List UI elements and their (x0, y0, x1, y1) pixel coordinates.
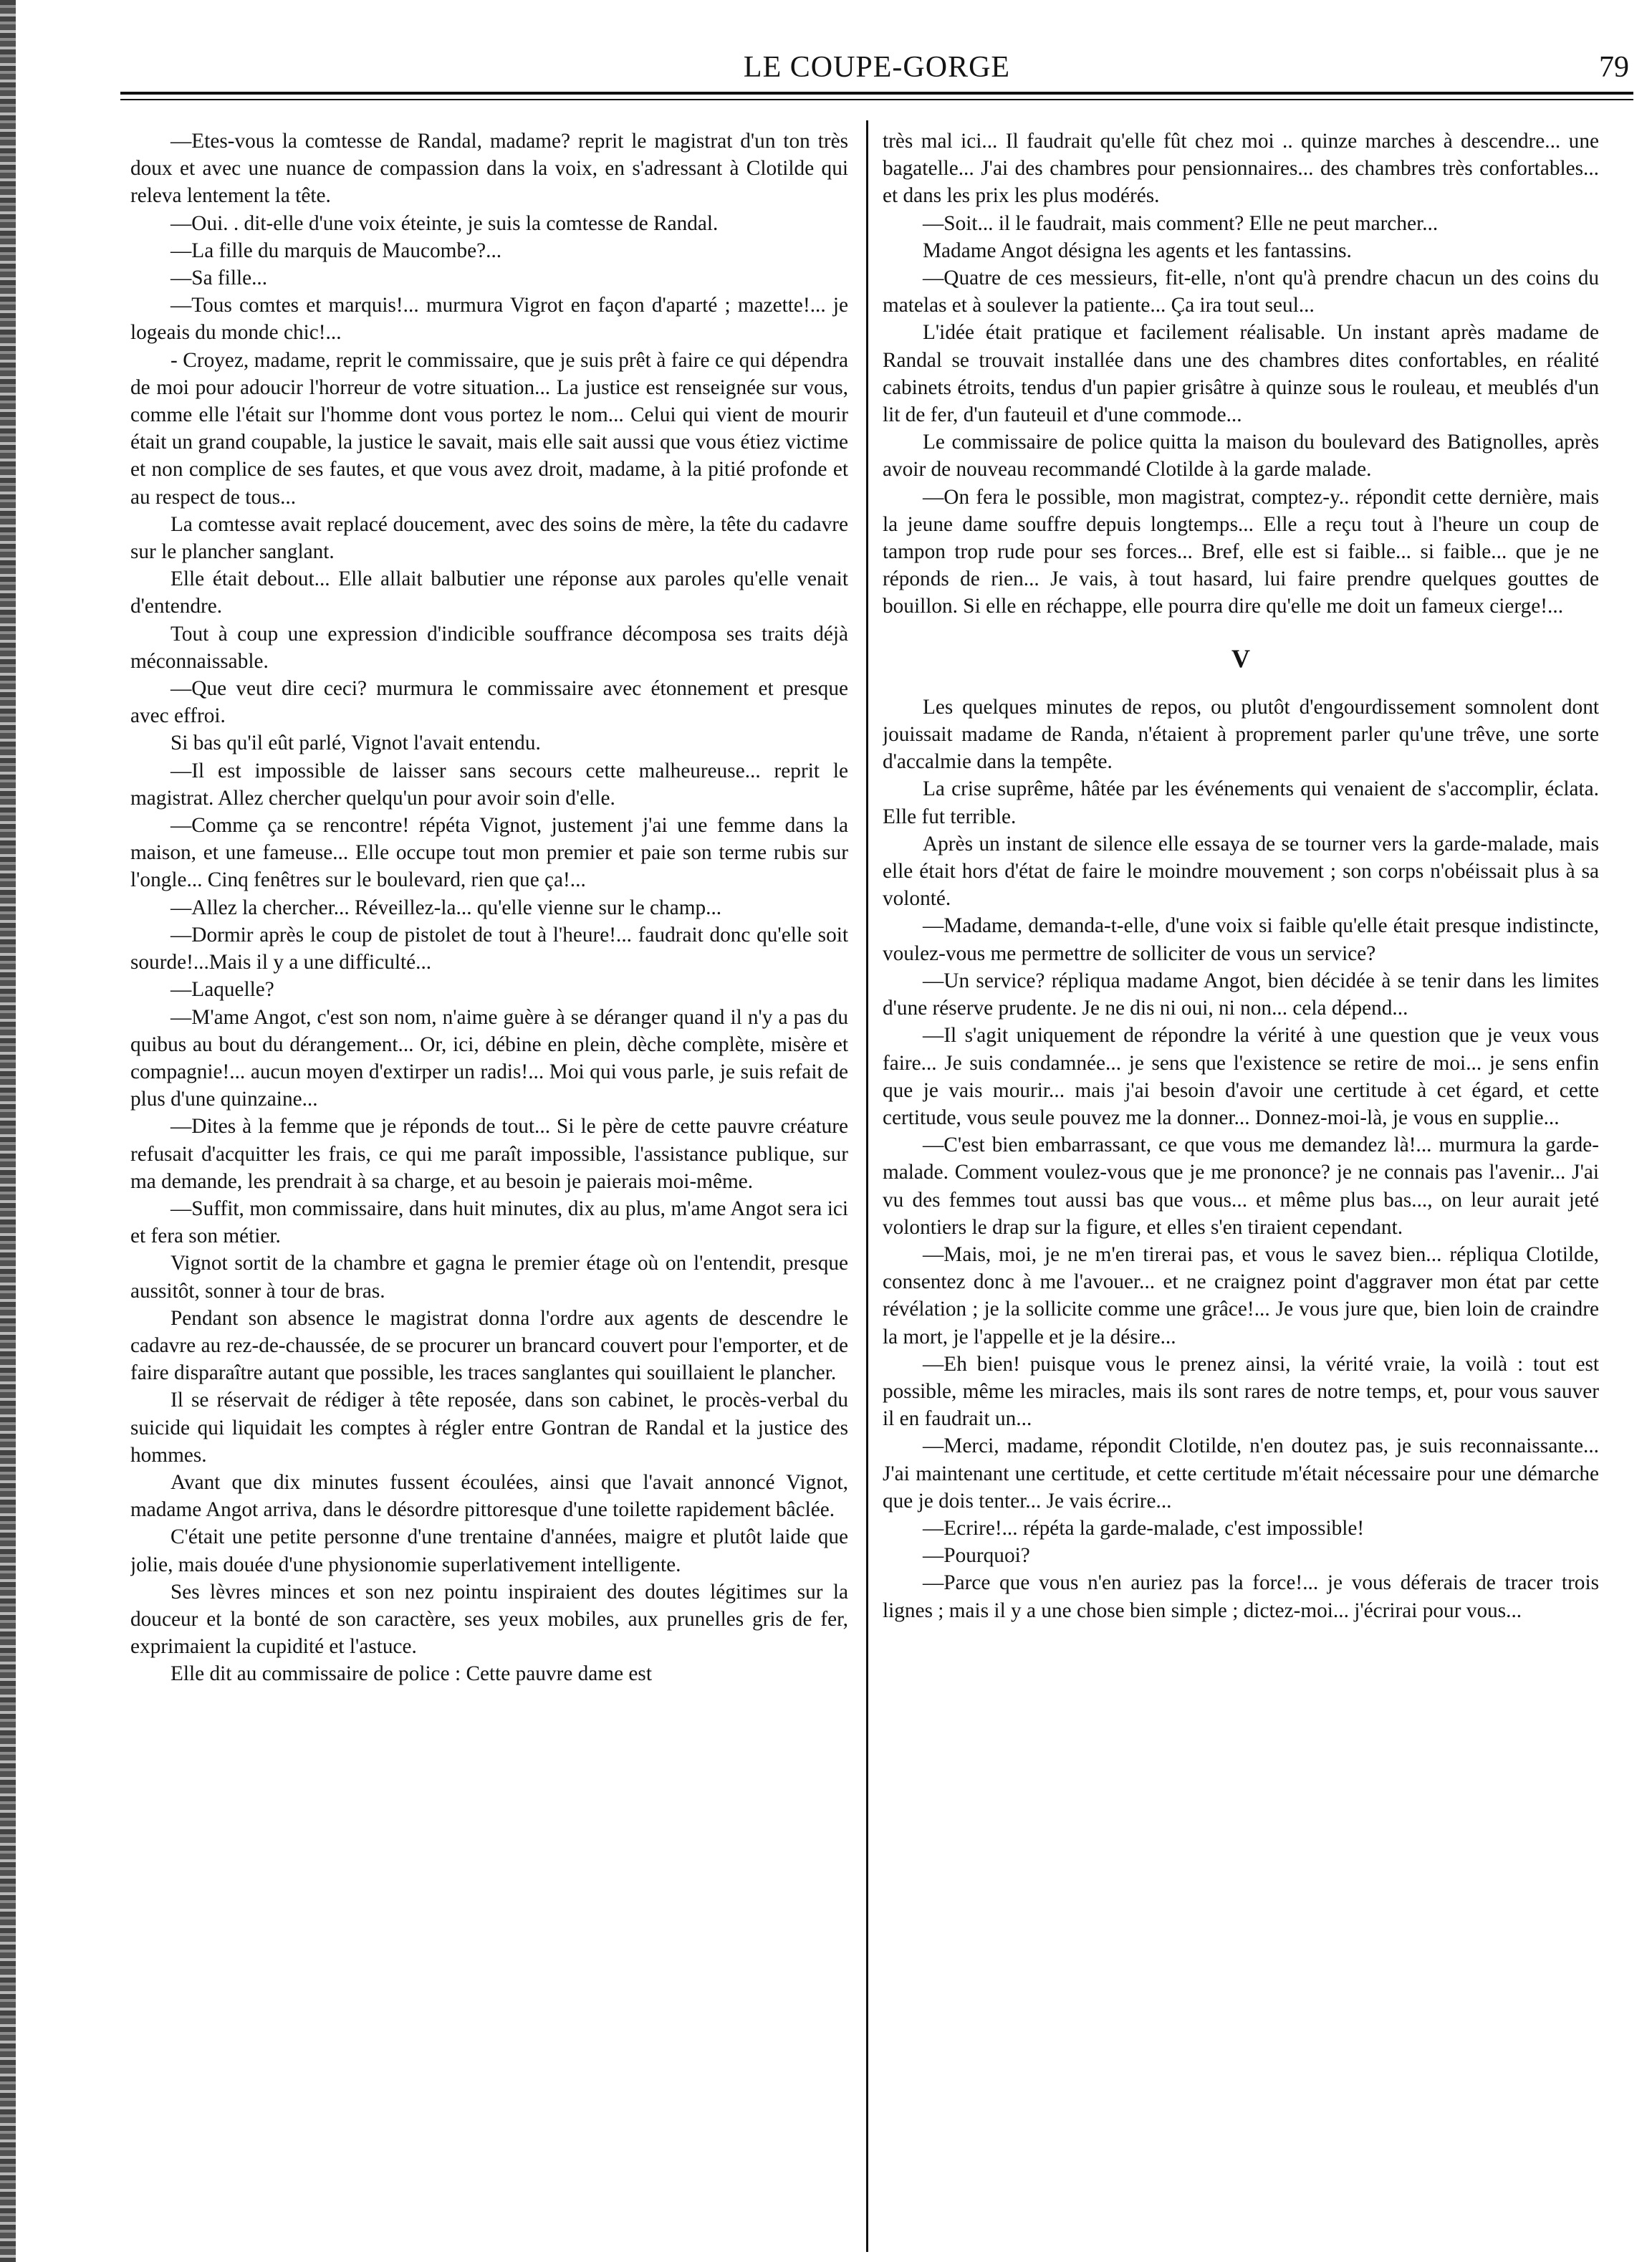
paragraph: —Madame, demanda-t-elle, d'une voix si faible qu'elle était presque indistincte, voulez-vous me permettre de solliciter de vous un service? (883, 914, 1599, 965)
right-column (883, 128, 1599, 2252)
paragraph: —On fera le possible, mon magistrat, comptez-y.. répondit cette dernière, mais la jeune dame souffre depuis longtemps... Elle a reçu tout à l'heure un coup de tampon trop rude pour ses forces... Bref, elle est si faible... si faible... que je ne réponds de rien... Je vais, à tout hasard, lui faire prendre quelques gouttes de bouillon. Si elle en réchappe, elle pourra dire qu'elle me doit un fameux cierge!... (883, 485, 1599, 618)
paragraph: —Quatre de ces messieurs, fit-elle, n'ont qu'à prendre chacun un des coins du matelas et à soulever la patiente... Ça ira tout seul... (883, 267, 1599, 317)
paragraph: —Soit... il le faudrait, mais comment? Elle ne peut marcher... (923, 211, 1439, 235)
paragraph: —Pourquoi? (923, 1544, 1030, 1568)
paragraph: Elle dit au commissaire de police : Cette pauvre dame est (171, 1662, 652, 1686)
paragraph: Ses lèvres minces et son nez pointu inspiraient des doutes légitimes sur la douceur et la bonté de son caractère, ses yeux mobiles, aux prunelles gris de fer, exprimaient la cupidité et l'astuce. (130, 1580, 848, 1659)
paragraph: —Il est impossible de laisser sans secours cette malheureuse... reprit le magistrat. Allez chercher quelqu'un pour avoir soin d'elle. (130, 759, 848, 810)
paragraph: —Sa fille... (171, 267, 268, 290)
column-divider (866, 120, 868, 2252)
paragraph: —Dormir après le coup de pistolet de tout à l'heure!... faudrait donc qu'elle soit sourde!...Mais il y a une difficulté... (130, 923, 848, 974)
paragraph: —Dites à la femme que je réponds de tout... Si le père de cette pauvre créature refusait d'acquitter les frais, ce qui me paraît impossible, l'assistance publique, sur ma demande, les prendrait à sa charge, et au besoin je paierais moi-même. (130, 1115, 848, 1193)
paragraph: —Comme ça se rencontre! répéta Vignot, justement j'ai une femme dans la maison, et une fameuse... Elle occupe tout mon premier et paie son terme rubis sur l'ongle... Cinq fenêtres sur le boulevard, rien que ça!... (130, 814, 848, 892)
chapter-heading: V (1231, 643, 1250, 673)
paragraph: Le commissaire de police quitta la maison du boulevard des Batignolles, après avoir de nouveau recommandé Clotilde à la garde malade. (883, 431, 1599, 481)
paragraph: Avant que dix minutes fussent écoulées, ainsi que l'avait annoncé Vignot, madame Angot arriva, dans le désordre pittoresque d'une toilette rapidement bâclée. (130, 1470, 848, 1522)
paragraph: —Mais, moi, je ne m'en tirerai pas, et vous le savez bien... répliqua Clotilde, consentez donc à me l'avouer... et ne craignez point d'aggraver mon état par cette révélation ; je la sollicite comme une grâce!... Je vous jure que, bien loin de craindre la mort, je l'appelle et je la désire... (883, 1242, 1599, 1348)
paragraph: —Tous comtes et marquis!... murmura Vigrot en façon d'aparté ; mazette!... je logeais du monde chic!... (130, 294, 848, 345)
paragraph: L'idée était pratique et facilement réalisable. Un instant après madame de Randal se trouvait installée dans une des chambres dites confortables, en réalité cabinets étroits, tendus d'un papier grisâtre à quinze sous le rouleau, et meublés d'un lit de fer, d'un fauteuil et d'une commode... (883, 321, 1599, 427)
running-title: LE COUPE-GORGE (743, 51, 1011, 84)
header-rule-thin (120, 99, 1633, 100)
paragraph: Les quelques minutes de repos, ou plutôt d'engourdissement somnolent dont jouissait madame de Randa, n'étaient à proprement parler qu'une trêve, une sorte d'accalmie dans la tempête. (883, 695, 1599, 774)
paragraph: —Que veut dire ceci? murmura le commissaire avec étonnement et presque avec effroi. (130, 677, 848, 728)
paragraph: Vignot sortit de la chambre et gagna le premier étage où on l'entendit, presque aussitôt, sonner à tour de bras. (130, 1252, 848, 1303)
paragraph: —Il s'agit uniquement de répondre la vérité à une question que je veux vous faire... Je suis condamnée... je sens que l'existence se retire de moi... je sens enfin que je vais mourir... mais j'ai besoin d'avoir une certitude à cet égard, et cette certitude, vous seule pouvez me la donner... Donnez-moi-là, je vous en supplie... (883, 1024, 1599, 1129)
paragraph: Madame Angot désigna les agents et les fantassins. (923, 239, 1352, 262)
paragraph: Il se réservait de rédiger à tête reposée, dans son cabinet, le procès-verbal du suicide qui liquidait les comptes à régler entre Gontran de Randal et la justice des hommes. (130, 1389, 848, 1467)
paragraph: —La fille du marquis de Maucombe?... (171, 239, 502, 262)
paragraph: - Croyez, madame, reprit le commissaire, que je suis prêt à faire ce qui dépendra de moi pour adoucir l'horreur de votre situation... La justice est renseignée sur vous, comme elle l'était sur l'homme dont vous portez le nom... Celui qui vient de mourir était un grand coupable, la justice le savait, mais elle sait aussi que vous étiez victime et non complice de ses fautes, et que vous avez droit, madame, à la pitié profonde et au respect de tous... (130, 348, 848, 509)
binding-edge (0, 0, 16, 2262)
paragraph: —Oui. . dit-elle d'une voix éteinte, je suis la comtesse de Randal. (171, 211, 719, 235)
paragraph: Tout à coup une expression d'indicible souffrance décomposa ses traits déjà méconnaissable. (130, 622, 848, 673)
header-rule-thick (120, 92, 1633, 95)
paragraph: Après un instant de silence elle essaya de se tourner vers la garde-malade, mais elle était hors d'état de faire le moindre mouvement ; son corps n'obéissait plus à sa volonté. (883, 832, 1599, 911)
paragraph: La comtesse avait replacé doucement, avec des soins de mère, la tête du cadavre sur le plancher sanglant. (130, 512, 848, 564)
paragraph: C'était une petite personne d'une trentaine d'années, maigre et plutôt laide que jolie, mais douée d'une physionomie superlativement intelligente. (130, 1525, 848, 1576)
paragraph: Si bas qu'il eût parlé, Vignot l'avait entendu. (171, 732, 541, 755)
page-number: 79 (1599, 51, 1629, 84)
paragraph: —Allez la chercher... Réveillez-la... qu'elle vienne sur le champ... (171, 896, 722, 919)
paragraph: —Laquelle? (171, 978, 274, 1002)
paragraph: —Un service? répliqua madame Angot, bien décidée à se tenir dans les limites d'une réserve prudente. Je ne dis ni oui, ni non... cela dépend... (883, 969, 1599, 1020)
paragraph: Pendant son absence le magistrat donna l'ordre aux agents de descendre le cadavre au rez-de-chaussée, de se procurer un brancard couvert pour l'emporter, et de faire disparaître autant que possible, les traces sanglantes qui souillaient le plancher. (130, 1306, 848, 1385)
paragraph: —M'ame Angot, c'est son nom, n'aime guère à se déranger quand il n'y a pas du quibus au bout du dérangement... Or, ici, débine en plein, dèche complète, misère et compagnie!... aucun moyen d'extirper un radis!... Moi qui vous parle, je suis refait de plus d'une quinzaine... (130, 1005, 848, 1111)
paragraph: très mal ici... Il faudrait qu'elle fût chez moi .. quinze marches à descendre... une bagatelle... J'ai des chambres pour pensionnaires... des chambres très confortables... et dans les prix les plus modérés. (883, 130, 1599, 208)
paragraph: —Merci, madame, répondit Clotilde, n'en doutez pas, je suis reconnaissante... J'ai maintenant une certitude, et cette certitude m'était nécessaire pour une démarche que je dois tenter... Je vais écrire... (883, 1434, 1599, 1513)
paragraph: —Suffit, mon commissaire, dans huit minutes, dix au plus, m'ame Angot sera ici et fera son métier. (130, 1197, 848, 1248)
paragraph: —Parce que vous n'en auriez pas la force!... je vous déferais de tracer trois lignes ; mais il y a une chose bien simple ; dictez-moi... j'écrirai pour vous... (883, 1571, 1599, 1622)
paragraph: La crise suprême, hâtée par les événements qui venaient de s'accomplir, éclata. Elle fut terrible. (883, 777, 1599, 828)
paragraph: Elle était debout... Elle allait balbutier une réponse aux paroles qu'elle venait d'entendre. (130, 567, 848, 618)
paragraph: —Ecrire!... répéta la garde-malade, c'est impossible! (923, 1516, 1365, 1540)
paragraph: —Eh bien! puisque vous le prenez ainsi, la vérité vraie, la voilà : tout est possible, même les miracles, mais ils sont rares de notre temps, et, pour vous sauver il en faudrait un... (883, 1352, 1599, 1431)
paragraph: —Etes-vous la comtesse de Randal, madame? reprit le magistrat d'un ton très doux et avec une nuance de compassion dans la voix, en s'adressant à Clotilde qui releva lentement la tête. (130, 130, 848, 208)
paragraph: —C'est bien embarrassant, ce que vous me demandez là!... murmura la garde-malade. Comment voulez-vous que je me prononce? je ne connais pas l'avenir... J'ai vu des femmes tout aussi bas que vous... et même plus bas..., on leur aurait jeté volontiers le drap sur la figure, et elles s'en tiraient cependant. (883, 1134, 1599, 1239)
left-column (130, 128, 848, 2252)
